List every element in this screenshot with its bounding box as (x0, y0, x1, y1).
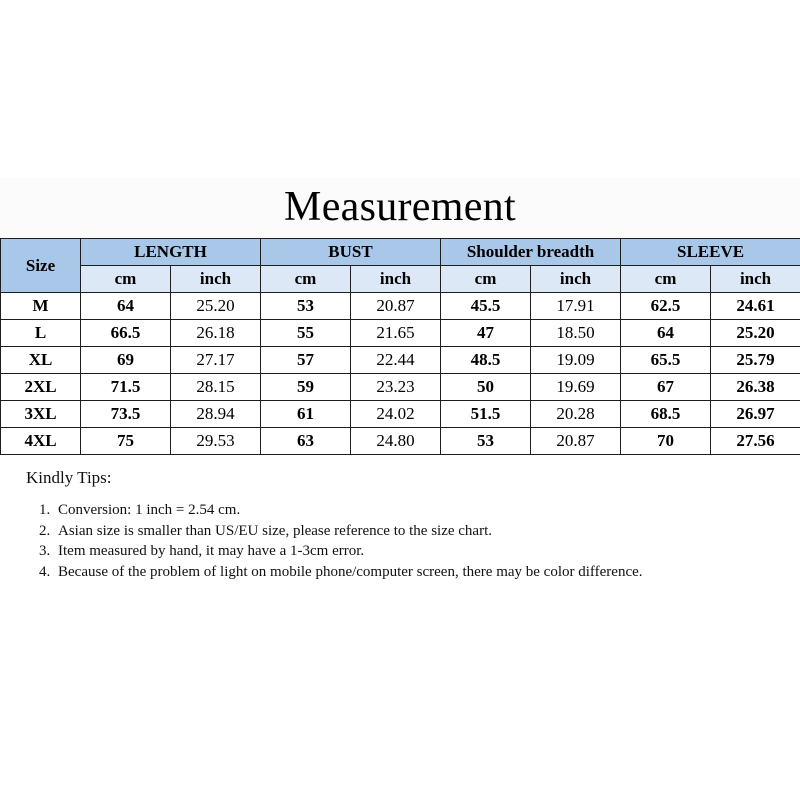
tip-item (54, 562, 786, 583)
value-cell: 61 (261, 401, 351, 428)
table-row (1, 401, 800, 428)
unit-header: inch (171, 266, 261, 293)
value-cell: 53 (441, 428, 531, 455)
table-row (1, 347, 800, 374)
value-cell: 20.28 (531, 401, 621, 428)
value-cell: 25.20 (171, 293, 261, 320)
value-cell: 73.5 (81, 401, 171, 428)
unit-header: cm (261, 266, 351, 293)
value-cell: 26.97 (711, 401, 800, 428)
unit-header: inch (711, 266, 800, 293)
page-title: Measurement (284, 184, 516, 230)
value-cell: 24.02 (351, 401, 441, 428)
value-cell: 24.61 (711, 293, 800, 320)
tips-title: Kindly Tips: (26, 468, 112, 487)
table-row (1, 428, 800, 455)
group-header-bust: BUST (261, 239, 441, 266)
value-cell: 55 (261, 320, 351, 347)
group-header-sleeve: SLEEVE (621, 239, 800, 266)
group-header-length: LENGTH (81, 239, 261, 266)
value-cell: 26.38 (711, 374, 800, 401)
value-cell: 53 (261, 293, 351, 320)
value-cell: 47 (441, 320, 531, 347)
value-cell: 17.91 (531, 293, 621, 320)
table-body (1, 293, 800, 455)
size-column-header: Size (1, 239, 81, 293)
tip-text: Because of the problem of light on mobile phone/computer screen, there may be color difference. (58, 563, 643, 580)
tip-item (54, 541, 786, 562)
unit-header: inch (351, 266, 441, 293)
tip-text: Conversion: 1 inch = 2.54 cm. (58, 502, 241, 518)
size-cell: 4XL (1, 428, 81, 455)
unit-header: cm (621, 266, 711, 293)
value-cell: 45.5 (441, 293, 531, 320)
value-cell: 71.5 (81, 374, 171, 401)
value-cell: 65.5 (621, 347, 711, 374)
value-cell: 63 (261, 428, 351, 455)
value-cell: 64 (621, 320, 711, 347)
value-cell: 66.5 (81, 320, 171, 347)
table-row (1, 293, 800, 320)
value-cell: 26.18 (171, 320, 261, 347)
value-cell: 64 (81, 293, 171, 320)
value-cell: 20.87 (531, 428, 621, 455)
size-cell: M (1, 293, 81, 320)
size-cell: XL (1, 347, 81, 374)
tip-text: Item measured by hand, it may have a 1-3cm error. (58, 543, 365, 559)
value-cell: 24.80 (351, 428, 441, 455)
value-cell: 67 (621, 374, 711, 401)
value-cell: 25.79 (711, 347, 800, 374)
value-cell: 50 (441, 374, 531, 401)
unit-header: inch (531, 266, 621, 293)
tips-list (26, 500, 786, 582)
value-cell: 62.5 (621, 293, 711, 320)
value-cell: 28.94 (171, 401, 261, 428)
tip-item (54, 521, 786, 542)
value-cell: 27.56 (711, 428, 800, 455)
value-cell: 27.17 (171, 347, 261, 374)
value-cell: 18.50 (531, 320, 621, 347)
value-cell: 19.09 (531, 347, 621, 374)
value-cell: 59 (261, 374, 351, 401)
value-cell: 20.87 (351, 293, 441, 320)
value-cell: 68.5 (621, 401, 711, 428)
value-cell: 23.23 (351, 374, 441, 401)
value-cell: 21.65 (351, 320, 441, 347)
value-cell: 22.44 (351, 347, 441, 374)
unit-header: cm (81, 266, 171, 293)
kindly-tips (26, 468, 786, 582)
table-row (1, 320, 800, 347)
table-row (1, 374, 800, 401)
value-cell: 29.53 (171, 428, 261, 455)
size-cell: L (1, 320, 81, 347)
unit-header: cm (441, 266, 531, 293)
value-cell: 69 (81, 347, 171, 374)
value-cell: 51.5 (441, 401, 531, 428)
size-cell: 3XL (1, 401, 81, 428)
value-cell: 70 (621, 428, 711, 455)
value-cell: 48.5 (441, 347, 531, 374)
tip-item (54, 500, 786, 521)
value-cell: 19.69 (531, 374, 621, 401)
value-cell: 25.20 (711, 320, 800, 347)
value-cell: 75 (81, 428, 171, 455)
size-chart-table (0, 238, 800, 455)
size-cell: 2XL (1, 374, 81, 401)
tip-text: Asian size is smaller than US/EU size, please reference to the size chart. (58, 522, 492, 539)
value-cell: 57 (261, 347, 351, 374)
group-header-shoulder: Shoulder breadth (441, 239, 621, 266)
value-cell: 28.15 (171, 374, 261, 401)
